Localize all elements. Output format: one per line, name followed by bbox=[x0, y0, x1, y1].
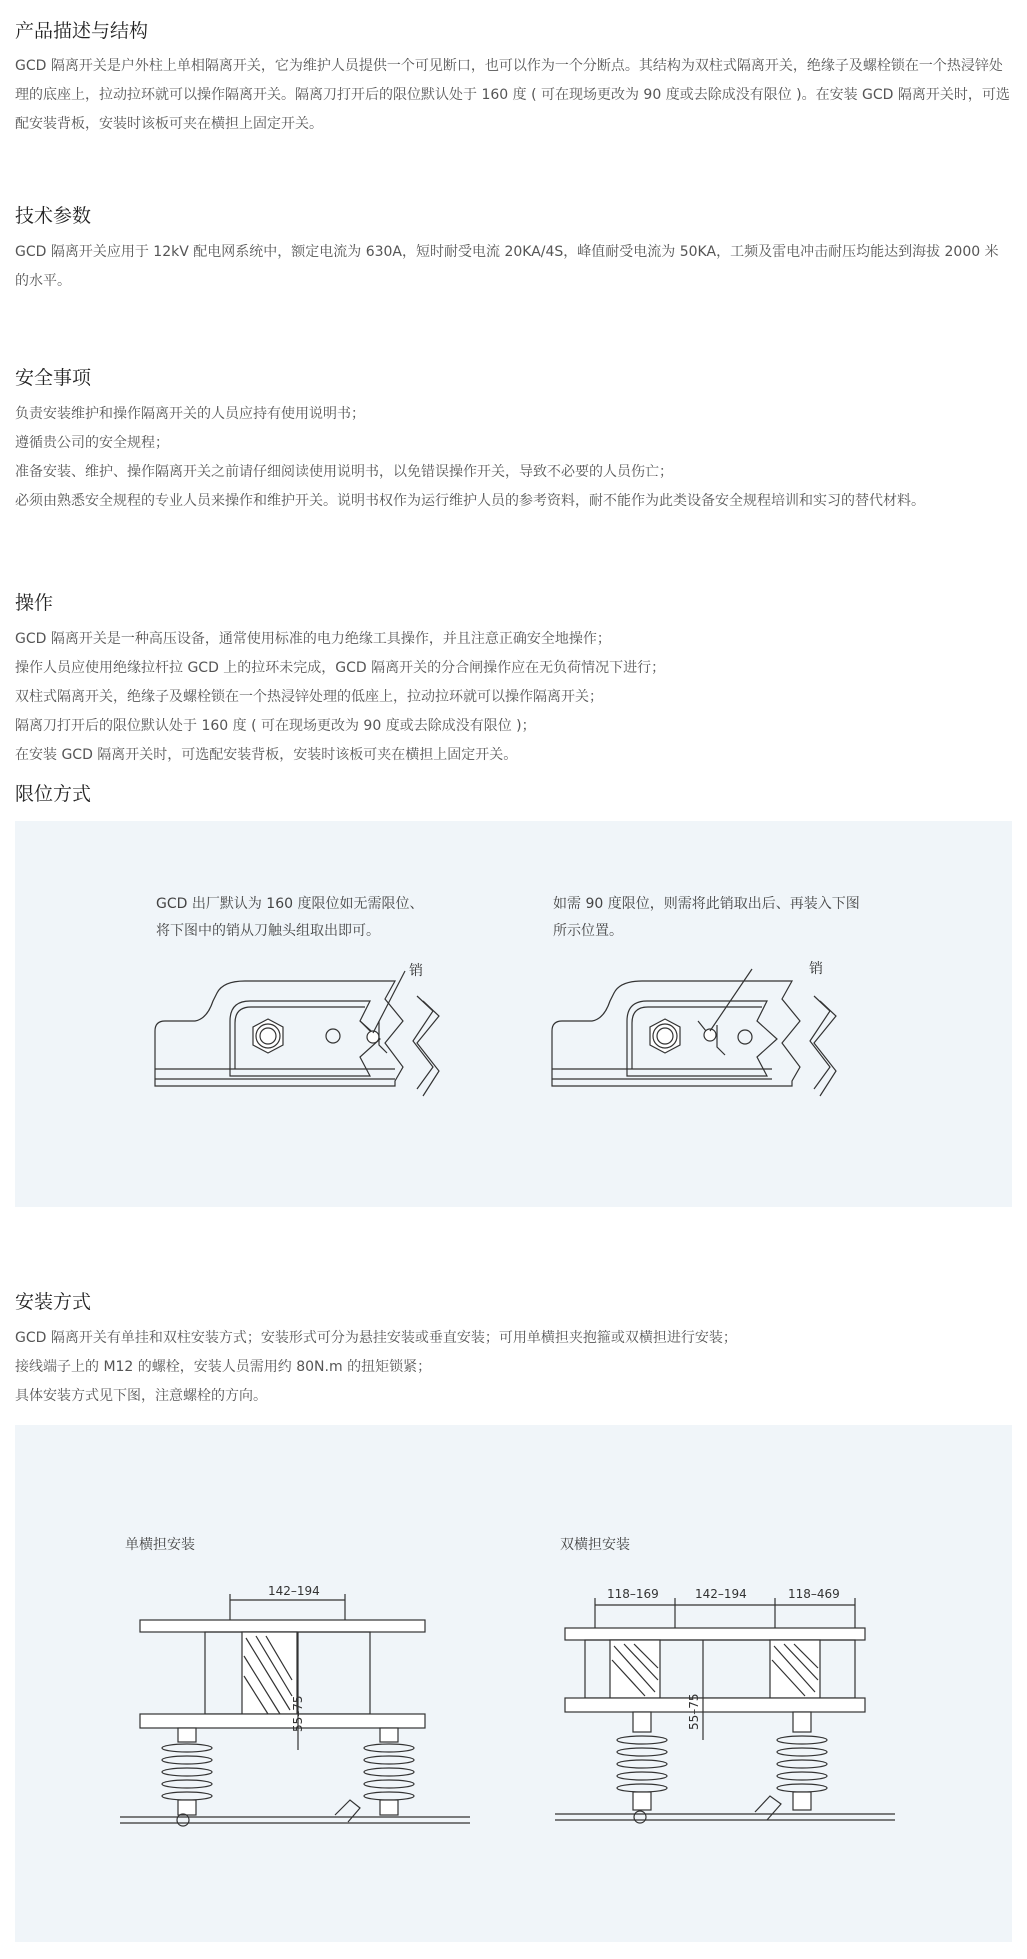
install-line: 接线端子上的 M12 的螺栓，安装人员需用约 80N.m 的扭矩锁紧； bbox=[15, 1359, 432, 1375]
section-title-description: 产品描述与结构 bbox=[15, 20, 149, 42]
double-insulator-right bbox=[777, 1712, 827, 1810]
operation-line: 隔离刀打开后的限位默认处于 160 度 ( 可在现场更改为 90 度或去除成没有限位 )； bbox=[15, 718, 536, 734]
double-dim-b: 142–194 bbox=[695, 1587, 747, 1601]
section-title-safety: 安全事项 bbox=[15, 367, 92, 389]
pin-label: 销 bbox=[409, 963, 423, 979]
limit-left-caption-1: GCD 出厂默认为 160 度限位如无需限位、 bbox=[156, 896, 424, 912]
double-insulator-left bbox=[617, 1712, 667, 1810]
install-line: 具体安装方式见下图，注意螺栓的方向。 bbox=[15, 1388, 267, 1404]
section-title-limit: 限位方式 bbox=[15, 783, 92, 805]
limit-160-drawing bbox=[155, 961, 475, 1131]
double-crossarm-label: 双横担安装 bbox=[560, 1537, 630, 1553]
limit-right-caption-2: 所示位置。 bbox=[553, 923, 623, 939]
double-dim-a: 118–169 bbox=[607, 1587, 659, 1601]
section-title-tech-params: 技术参数 bbox=[15, 205, 92, 227]
single-dim-vert: 55–75 bbox=[291, 1695, 305, 1732]
operation-line: 双柱式隔离开关，绝缘子及螺栓锁在一个热浸锌处理的低座上，拉动拉环就可以操作隔离开关； bbox=[15, 689, 603, 705]
tech-params-text: GCD 隔离开关应用于 12kV 配电网系统中，额定电流为 630A，短时耐受电流 20KA/4S，峰值耐受电流为 50KA，工频及雷电冲击耐压均能达到海拔 2000 米的水平。 bbox=[15, 244, 999, 289]
double-dim-c: 118–469 bbox=[788, 1587, 840, 1601]
single-crossarm-label: 单横担安装 bbox=[125, 1537, 195, 1553]
single-insulator-left bbox=[162, 1728, 212, 1815]
single-crossarm-drawing bbox=[120, 1580, 480, 1830]
single-dim-top: 142–194 bbox=[268, 1584, 320, 1598]
double-dim-vert: 55–75 bbox=[687, 1693, 701, 1730]
operation-line: 操作人员应使用绝缘拉杆拉 GCD 上的拉环未完成，GCD 隔离开关的分合闸操作应在无负荷情况下进行； bbox=[15, 660, 666, 676]
section-title-install: 安装方式 bbox=[15, 1291, 92, 1313]
double-crossarm-drawing bbox=[555, 1580, 915, 1830]
install-diagram-panel bbox=[15, 1425, 1012, 1942]
limit-diagram-panel bbox=[15, 821, 1012, 1207]
safety-line: 准备安装、维护、操作隔离开关之前请仔细阅读使用说明书，以免错误操作开关，导致不必要的人员伤亡； bbox=[15, 464, 673, 480]
operation-line: 在安装 GCD 隔离开关时，可选配安装背板，安装时该板可夹在横担上固定开关。 bbox=[15, 747, 518, 763]
safety-line: 必须由熟悉安全规程的专业人员来操作和维护开关。说明书权作为运行维护人员的参考资料，耐不能作为此类设备安全规程培训和实习的替代材料。 bbox=[15, 493, 925, 509]
pin-label-90: 销 bbox=[809, 961, 823, 977]
limit-left-caption-2: 将下图中的销从刀触头组取出即可。 bbox=[156, 923, 380, 939]
description-text: GCD 隔离开关是户外柱上单相隔离开关，它为维护人员提供一个可见断口，也可以作为一个分断点。其结构为双柱式隔离开关，绝缘子及螺栓锁在一个热浸锌处理的底座上，拉动拉环就可以操作隔离开关。隔离刀打开后的限位默认处于 160 度 ( 可在现场更改为 90 度或去除成没有限位 )。在安装 GCD 隔离开关时，可选配安装背板，安装时该板可夹在横担上固定开关。 bbox=[15, 58, 1010, 132]
install-line: GCD 隔离开关有单挂和双柱安装方式；安装形式可分为悬挂安装或垂直安装；可用单横担夹抱箍或双横担进行安装； bbox=[15, 1330, 737, 1346]
safety-line: 遵循贵公司的安全规程； bbox=[15, 435, 169, 451]
operation-line: GCD 隔离开关是一种高压设备，通常使用标准的电力绝缘工具操作，并且注意正确安全地操作； bbox=[15, 631, 611, 647]
limit-90-drawing bbox=[552, 961, 872, 1131]
safety-line: 负责安装维护和操作隔离开关的人员应持有使用说明书； bbox=[15, 406, 365, 422]
limit-right-caption-1: 如需 90 度限位，则需将此销取出后、再装入下图 bbox=[553, 896, 860, 912]
section-title-operation: 操作 bbox=[15, 592, 54, 614]
single-insulator-right bbox=[364, 1728, 414, 1815]
